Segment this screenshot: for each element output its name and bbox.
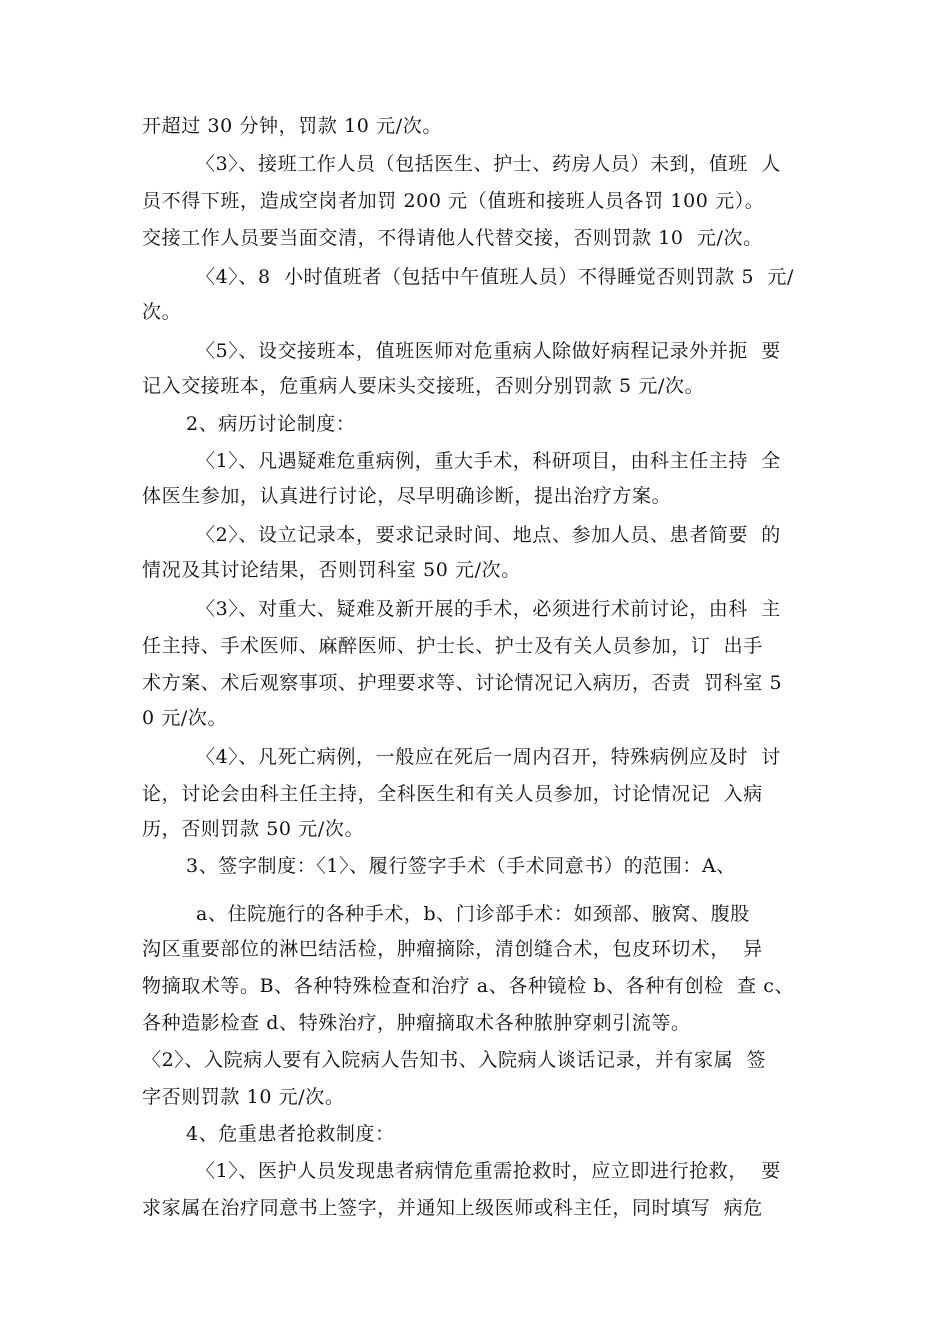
- text-line: 员不得下班，造成空岗者加罚 200 元（值班和接班人员各罚 100 元）。: [142, 190, 765, 212]
- text-line: 〈5〉、设交接班本，值班医师对危重病人除做好病程记录外并扼 要: [196, 340, 781, 362]
- text-line: 术方案、术后观察事项、护理要求等、讨论情况记入病历，否责 罚科室 5: [142, 672, 783, 694]
- text-line: 〈3〉、接班工作人员（包括医生、护士、药房人员）未到，值班 人: [196, 153, 781, 175]
- text-line: 体医生参加，认真进行讨论，尽早明确诊断，提出治疗方案。: [142, 485, 672, 507]
- text-line: 〈3〉、对重大、疑难及新开展的手术，必须进行术前讨论，由科 主: [196, 598, 781, 620]
- text-line: 任主持、手术医师、麻醉医师、护士长、护士及有关人员参加，订 出手: [142, 635, 763, 657]
- text-line: 物摘取术等。B、各种特殊检查和治疗 a、各种镜检 b、各种有创检 查 c、: [142, 975, 795, 997]
- text-line: 记入交接班本，危重病人要床头交接班，否则分别罚款 5 元/次。: [142, 375, 705, 397]
- text-line: 〈1〉、凡遇疑难危重病例，重大手术，科研项目，由科主任主持 全: [196, 450, 781, 472]
- text-line: a、住院施行的各种手术，b、门诊部手术：如颈部、腋窝、腹股: [196, 903, 750, 925]
- text-line: 交接工作人员要当面交清，不得请他人代替交接，否则罚款 10 元/次。: [142, 227, 763, 249]
- text-line: 情况及其讨论结果，否则罚科室 50 元/次。: [142, 559, 521, 581]
- text-line: 0 元/次。: [142, 707, 228, 729]
- text-line: 历，否则罚款 50 元/次。: [142, 818, 365, 840]
- text-line: 求家属在治疗同意书上签字，并通知上级医师或科主任，同时填写 病危: [142, 1197, 763, 1219]
- section-heading: 3、签字制度：〈1〉、履行签字手术（手术同意书）的范围：A、: [186, 855, 736, 877]
- section-heading: 4、危重患者抢救制度：: [186, 1123, 395, 1145]
- text-line: 次。: [142, 301, 182, 323]
- text-line: 各种造影检查 d、特殊治疗，肿瘤摘取术各种脓肿穿刺引流等。: [142, 1012, 691, 1034]
- text-line: 〈4〉、凡死亡病例，一般应在死后一周内召开，特殊病例应及时 讨: [196, 746, 781, 768]
- text-line: 沟区重要部位的淋巴结活检，肿瘤摘除，清创缝合术，包皮环切术， 异: [142, 938, 763, 960]
- text-line: 开超过 30 分钟，罚款 10 元/次。: [142, 115, 442, 137]
- text-line: 〈1〉、医护人员发现患者病情危重需抢救时，应立即进行抢救， 要: [196, 1160, 781, 1182]
- text-line: 〈2〉、入院病人要有入院病人告知书、入院病人谈话记录，并有家属 签: [142, 1049, 767, 1071]
- text-line: 〈2〉、设立记录本，要求记录时间、地点、参加人员、患者简要 的: [196, 524, 781, 546]
- section-heading: 2、病历讨论制度：: [186, 413, 356, 435]
- text-line: 论，讨论会由科主任主持，全科医生和有关人员参加，讨论情况记 入病: [142, 783, 763, 805]
- text-line: 字否则罚款 10 元/次。: [142, 1086, 345, 1108]
- text-line: 〈4〉、8 小时值班者（包括中午值班人员）不得睡觉否则罚款 5 元/: [196, 266, 794, 288]
